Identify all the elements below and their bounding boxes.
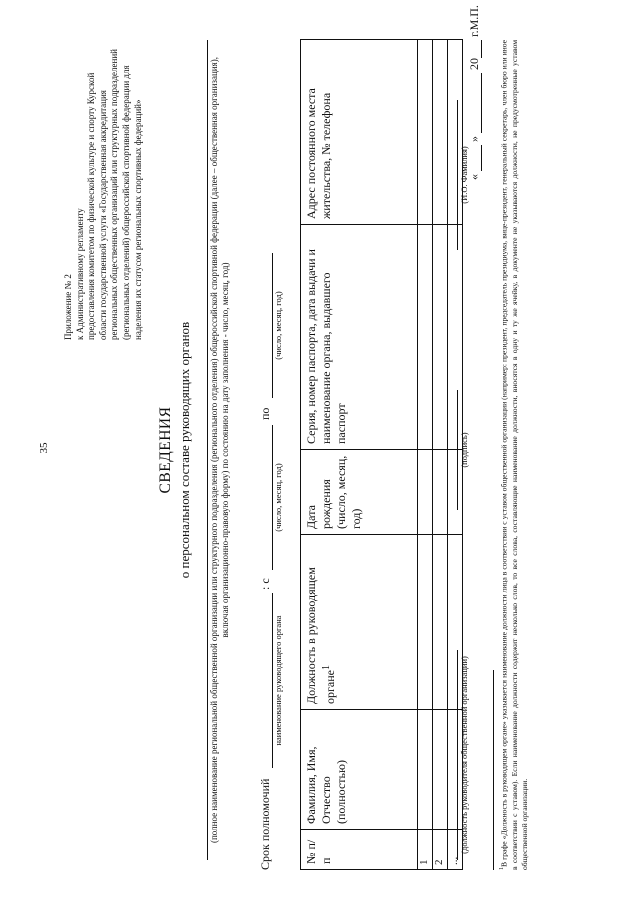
organization-name-hint: (полное наименование региональной общественной организации или структурного подразделения (регионального отделения) общероссийской спортивной федерации (далее – общественная организация), включая организационно-правовую форму) по состоянию на дату заполнения - число, месяц, год) xyxy=(209,56,230,844)
organization-name-line xyxy=(207,40,208,860)
header-position xyxy=(301,535,418,710)
appendix-line: к Административному регламенту xyxy=(74,208,85,340)
footnote xyxy=(497,40,530,870)
header-birth-date: Дата рождения (число, месяц, год) xyxy=(301,450,418,535)
table-cell[interactable] xyxy=(418,40,433,225)
appendix-line: предоставления комитетом по физической культуре и спорту Курской xyxy=(86,72,97,340)
term-label: Срок полномочий xyxy=(258,778,272,870)
appendix-line: Приложение № 2 xyxy=(63,274,73,340)
appendix-line: (региональных отделений) общероссийской спортивной федерации для xyxy=(120,65,131,340)
rotated-page xyxy=(55,5,625,880)
header-position-label: Должность в руководящем органе xyxy=(304,567,337,704)
header-full-name: Фамилия, Имя, Отчество (полностью) xyxy=(301,710,418,830)
table-cell[interactable] xyxy=(433,535,448,710)
row-number: 2 xyxy=(433,830,448,870)
appendix-line: наделения их статусом региональных спортивных федераций» xyxy=(132,99,143,340)
name-hint: (И.О. Фамилия) xyxy=(459,146,469,204)
footnote-mark: 1 xyxy=(321,665,332,670)
position-hint: (должность руководителя общественной организации) xyxy=(459,656,469,854)
table-cell[interactable] xyxy=(433,40,448,225)
term-from-label: : с xyxy=(258,578,272,590)
page-number: 35 xyxy=(38,442,50,454)
signature-hint: (подпись) xyxy=(459,432,469,468)
year-blank[interactable] xyxy=(481,40,482,58)
header-address: Адрес постоянного места жительства, № телефона xyxy=(301,40,418,225)
date-stamp xyxy=(467,5,482,180)
footnote-rule xyxy=(493,670,494,870)
century-label: 20 xyxy=(467,58,481,70)
term-to-label: по xyxy=(258,407,272,420)
footnote-text: В графе «Должность в руководящем органе» указывается наименование должности лица в соответствии с уставом общественной организации (например: президент, председатель президиума, вице-президент, генеральный секретарь, член бюро или иное в соответствии с уставом). Если наименование должности содержит несколько слов, то все слова, составляющие наименование должности, вносятся в одну и ту же ячейку, в документе не указываются должности, не предусмотренные уставом общественной организации. xyxy=(499,40,529,870)
governing-body-hint: наименование руководящего органа xyxy=(273,615,283,746)
term-to-hint: (число, месяц, год) xyxy=(273,291,283,360)
table-row xyxy=(433,40,448,870)
table-cell[interactable] xyxy=(418,450,433,535)
footnote-number: 1 xyxy=(499,867,505,870)
table-cell[interactable] xyxy=(418,535,433,710)
document-title: СВЕДЕНИЯ xyxy=(157,406,174,494)
table-cell[interactable] xyxy=(433,710,448,830)
row-number: ... xyxy=(448,830,463,870)
open-quote: « xyxy=(467,174,481,180)
year-suffix: г.М.П. xyxy=(467,5,481,37)
appendix-line: региональных общественных организаций или структурных подразделений xyxy=(109,49,120,340)
header-passport: Серия, номер паспорта, дата выдачи и наименование органа, выдавшего паспорт xyxy=(301,225,418,450)
header-number: № п/п xyxy=(301,830,418,870)
day-blank[interactable] xyxy=(481,145,482,171)
table-cell[interactable] xyxy=(433,450,448,535)
table-row xyxy=(418,40,433,870)
month-blank[interactable] xyxy=(481,73,482,133)
document-subtitle: о персональном составе руководящих органов xyxy=(177,321,192,579)
close-quote: » xyxy=(467,136,481,142)
appendix-line: области государственной услуги «Государственная аккредитация xyxy=(97,90,108,340)
table-header-row xyxy=(301,40,418,870)
name-line xyxy=(457,100,458,250)
appendix-block xyxy=(63,30,144,340)
table-cell[interactable] xyxy=(433,225,448,450)
table-cell[interactable] xyxy=(418,225,433,450)
position-line xyxy=(457,650,458,860)
table-cell[interactable] xyxy=(418,710,433,830)
staff-table xyxy=(300,39,463,870)
term-from-hint: (число, месяц, год) xyxy=(273,463,283,532)
row-number: 1 xyxy=(418,830,433,870)
signature-line xyxy=(457,390,458,510)
